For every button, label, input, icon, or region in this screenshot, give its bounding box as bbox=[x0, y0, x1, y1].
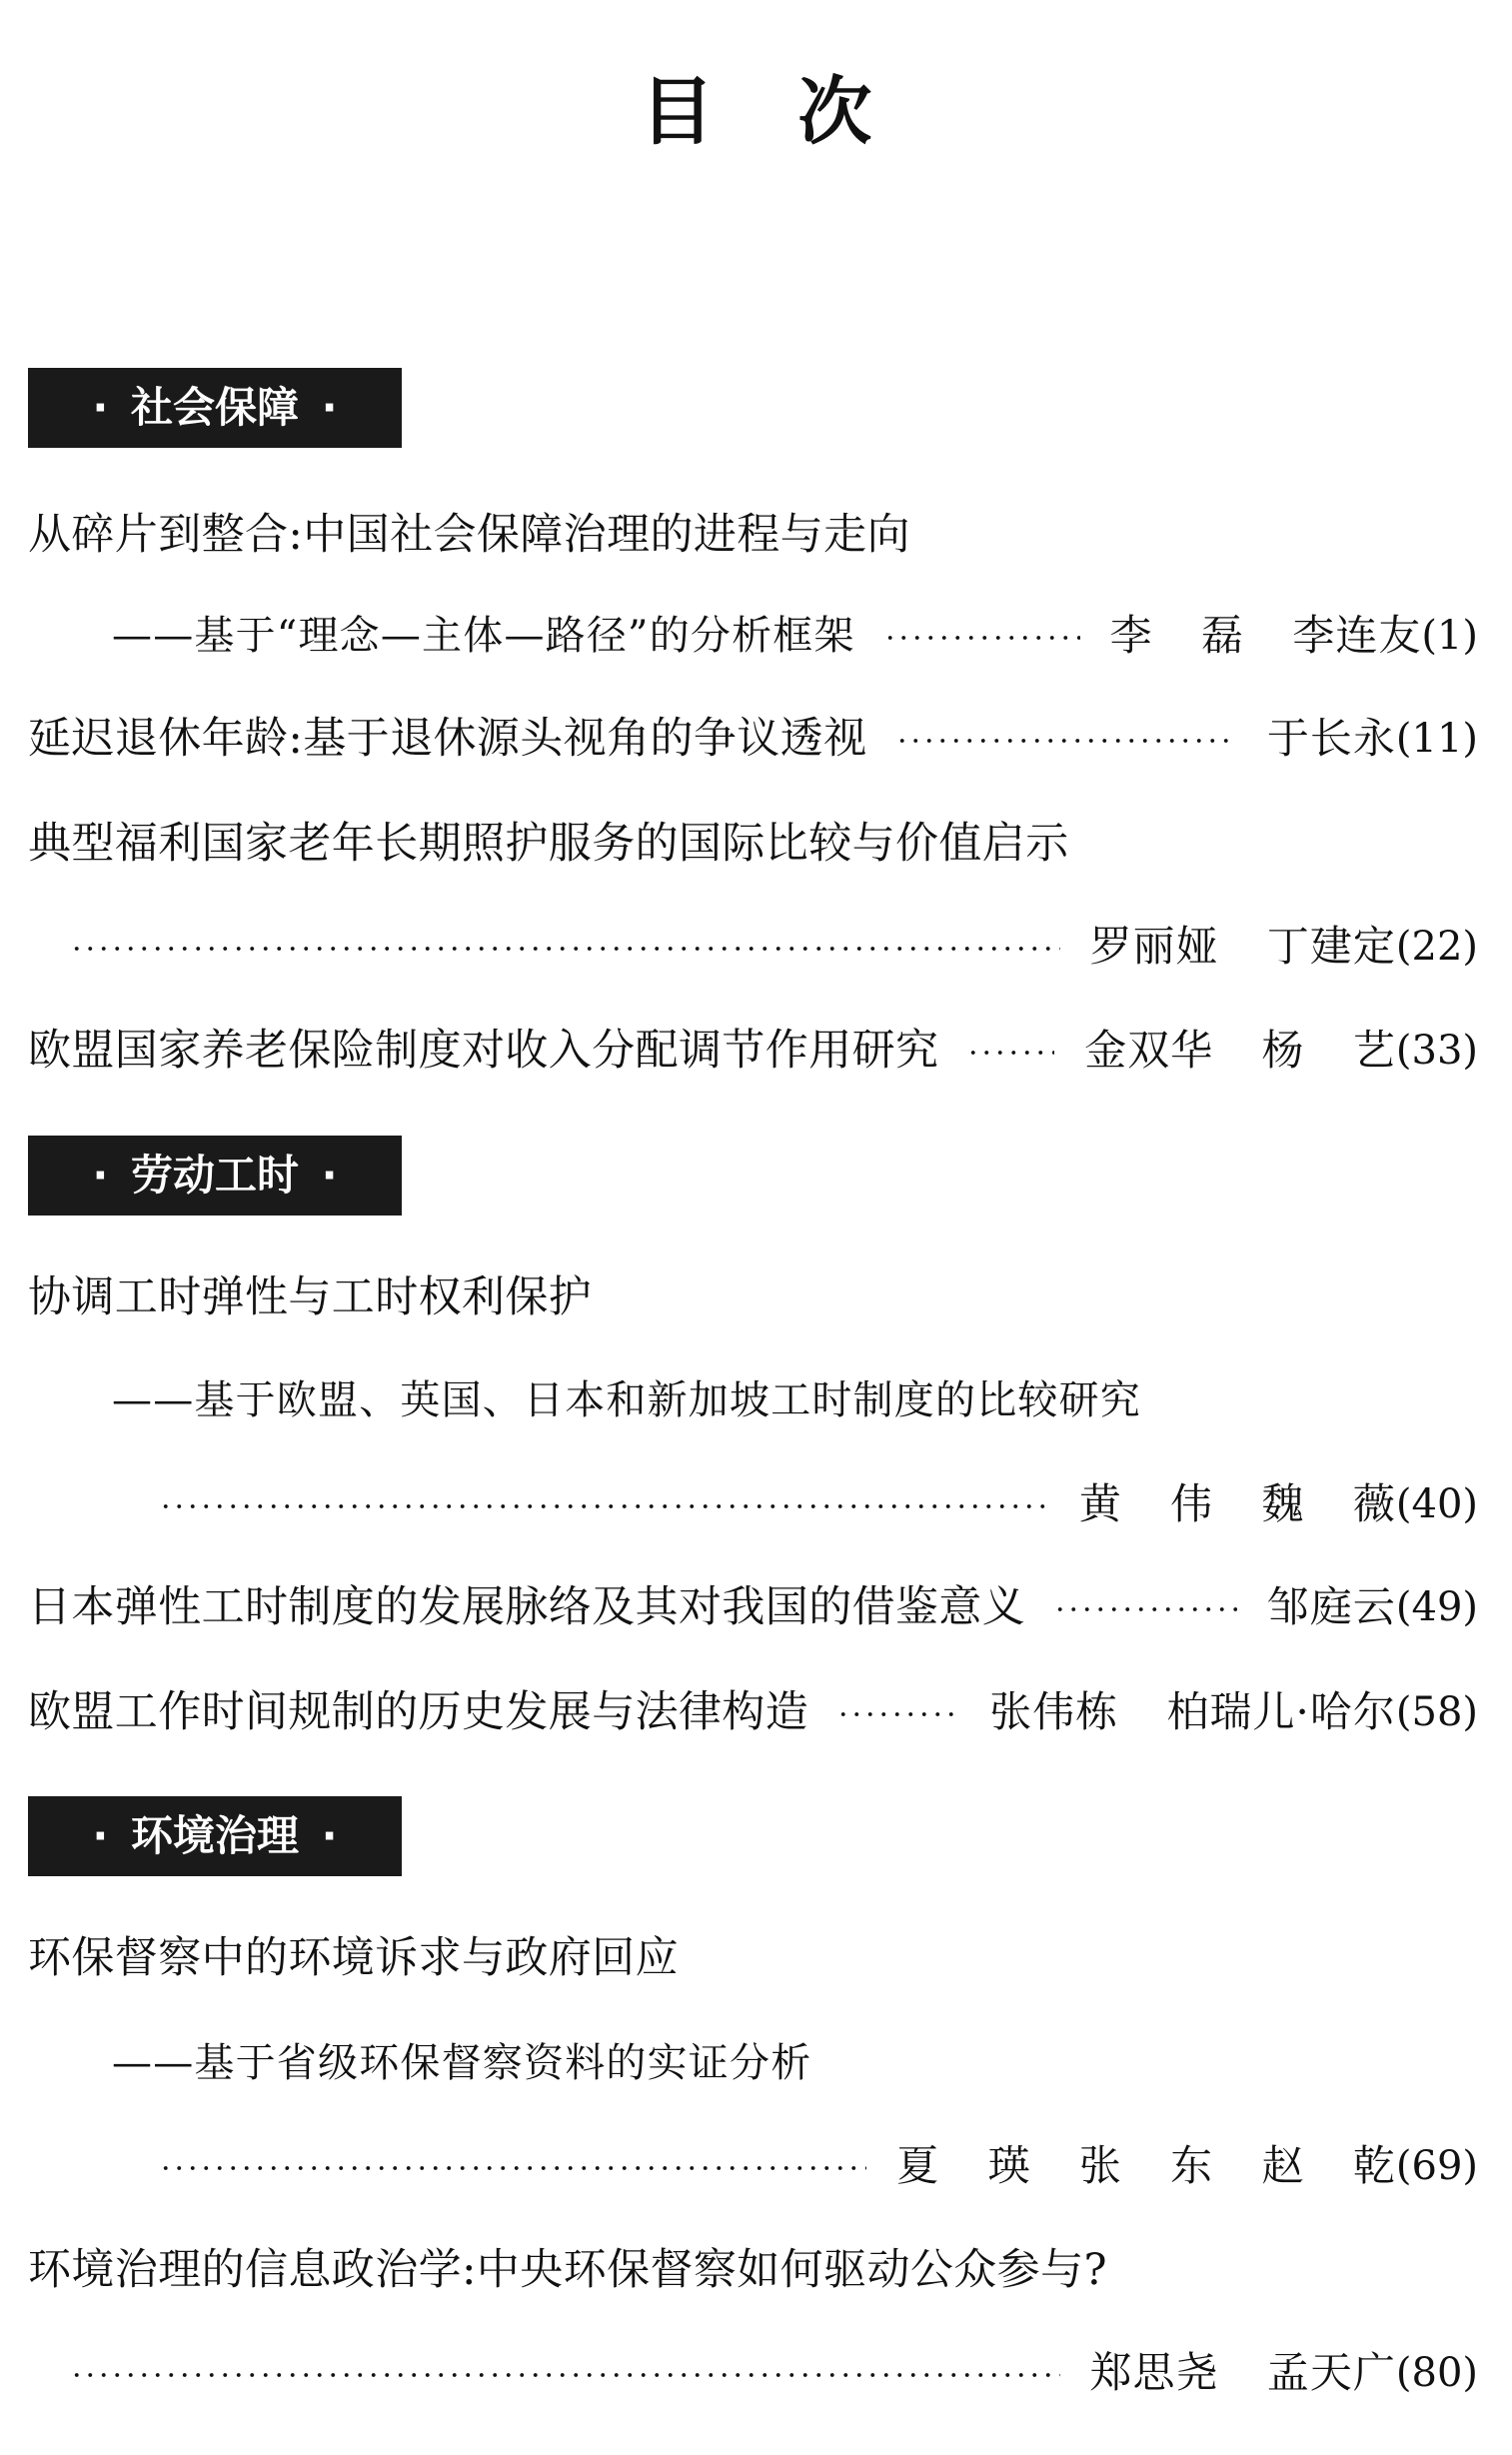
article-title: 典型福利国家老年长期照护服务的国际比较与价值启示 bbox=[28, 819, 1069, 869]
toc-line bbox=[70, 2343, 1478, 2403]
article-authors: 黄 伟 魏 薇 bbox=[1078, 1479, 1396, 1528]
article-subtitle: ——基于省级环保督察资料的实证分析 bbox=[112, 2040, 812, 2086]
article-title: 协调工时弹性与工时权利保护 bbox=[28, 1272, 593, 1322]
toc-line bbox=[28, 1577, 1478, 1637]
page-number: (49) bbox=[1395, 1584, 1478, 1630]
page-number: (1) bbox=[1421, 613, 1478, 659]
article-subtitle: ——基于欧盟、英国、日本和新加坡工时制度的比较研究 bbox=[112, 1377, 1141, 1423]
toc-line bbox=[112, 2033, 1478, 2093]
article-authors: 夏 瑛 张 东 赵 乾 bbox=[896, 2141, 1396, 2190]
toc-line bbox=[70, 917, 1478, 977]
dot-leader bbox=[159, 1474, 1049, 1534]
article-authors: 邹庭云 bbox=[1266, 1582, 1396, 1631]
dot-leader bbox=[70, 917, 1060, 977]
dot-leader bbox=[1053, 1577, 1237, 1637]
section-heading: · 社会保障 · bbox=[28, 368, 402, 448]
article-title: 环境治理的信息政治学:中央环保督察如何驱动公众参与? bbox=[28, 2245, 1107, 2295]
article-authors: 于长永 bbox=[1266, 714, 1396, 763]
toc-line bbox=[159, 1474, 1478, 1534]
article-title: 环保督察中的环境诉求与政府回应 bbox=[28, 1933, 679, 1983]
toc-line bbox=[28, 1021, 1478, 1081]
page-number: (22) bbox=[1395, 924, 1478, 970]
toc-line bbox=[112, 606, 1478, 666]
dot-leader bbox=[966, 1021, 1054, 1081]
article-authors: 郑思尧 孟天广 bbox=[1089, 2348, 1396, 2397]
page-number: (58) bbox=[1395, 1689, 1478, 1735]
toc-line bbox=[28, 2240, 1478, 2300]
article-authors: 罗丽娅 丁建定 bbox=[1089, 922, 1396, 971]
dot-leader bbox=[895, 709, 1237, 769]
page-number: (69) bbox=[1395, 2143, 1478, 2189]
dot-leader bbox=[70, 2343, 1060, 2403]
article-authors: 金双华 杨 艺 bbox=[1084, 1026, 1396, 1075]
article-title: 日本弹性工时制度的发展脉络及其对我国的借鉴意义 bbox=[28, 1582, 1026, 1632]
page-number: (11) bbox=[1395, 716, 1478, 762]
section-heading: · 劳动工时 · bbox=[28, 1136, 402, 1216]
toc-line bbox=[28, 1928, 1478, 1988]
article-title: 延迟退休年龄:基于退休源头视角的争议透视 bbox=[28, 714, 867, 764]
dot-leader bbox=[836, 1682, 959, 1742]
toc-line bbox=[159, 2136, 1478, 2196]
toc-line bbox=[28, 1267, 1478, 1327]
dot-leader bbox=[883, 606, 1080, 666]
dot-leader bbox=[159, 2136, 866, 2196]
toc-line bbox=[28, 1682, 1478, 1742]
page-number: (40) bbox=[1395, 1481, 1478, 1527]
page-number: (80) bbox=[1395, 2350, 1478, 2396]
toc-line bbox=[28, 814, 1478, 874]
page-title: 目 次 bbox=[640, 69, 872, 155]
article-subtitle: ——基于“理念—主体—路径”的分析框架 bbox=[112, 613, 855, 659]
article-authors: 张伟栋 柏瑞儿·哈尔 bbox=[989, 1687, 1396, 1736]
article-title: 从碎片到整合:中国社会保障治理的进程与走向 bbox=[28, 510, 910, 560]
section-heading: · 环境治理 · bbox=[28, 1796, 402, 1876]
page-number: (33) bbox=[1395, 1028, 1478, 1074]
toc-line bbox=[112, 1370, 1478, 1430]
toc-line bbox=[28, 709, 1478, 769]
article-authors: 李 磊 李连友 bbox=[1109, 611, 1422, 660]
article-title: 欧盟工作时间规制的历史发展与法律构造 bbox=[28, 1687, 809, 1737]
article-title: 欧盟国家养老保险制度对收入分配调节作用研究 bbox=[28, 1026, 939, 1076]
toc-line bbox=[28, 505, 1478, 565]
